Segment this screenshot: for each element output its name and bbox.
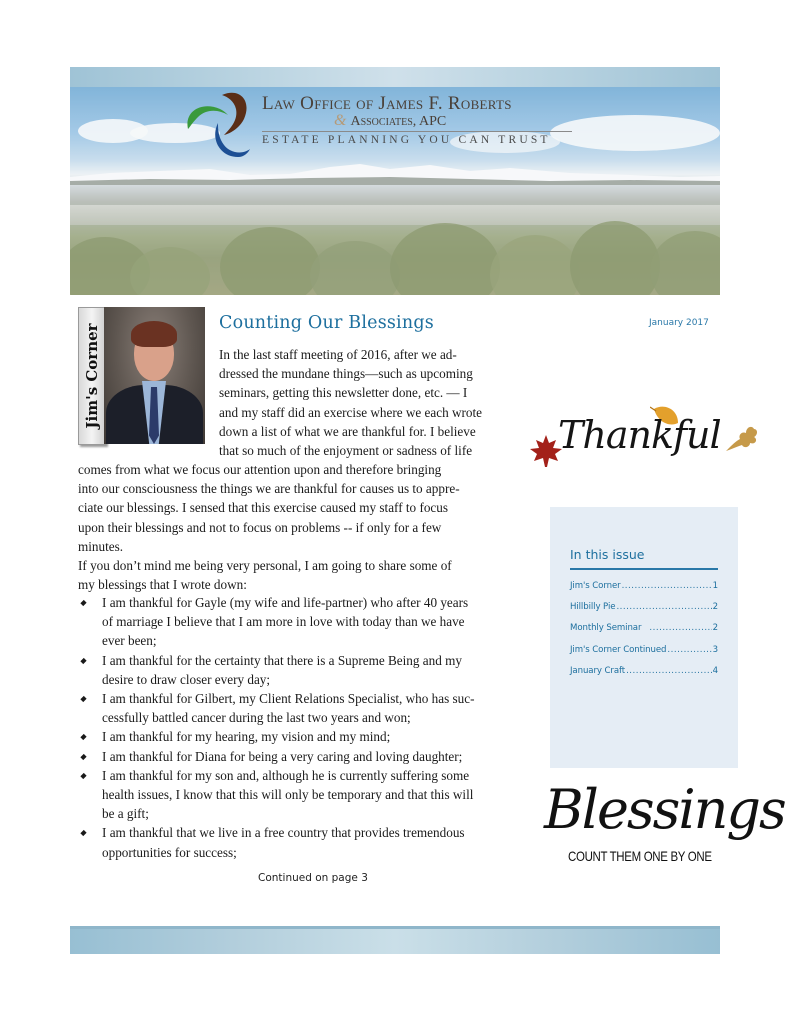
bullet-icon [80, 830, 86, 836]
blessings-graphic [540, 778, 785, 878]
text-line: minutes. [78, 538, 124, 554]
jims-corner-tab [78, 307, 106, 445]
firm-name-associates: Associates, APC [350, 114, 447, 129]
issue-date: January 2017 [649, 318, 709, 328]
list-item: I am thankful for my son and, although he is currently suffering some health issues, I know that this will only be temporary and that this will be a gift; [78, 766, 523, 824]
text-line: comes from what we focus our attention upon and therefore bringing [78, 462, 442, 477]
list-item: I am thankful for the certainty that there is a Supreme Being and my desire to draw closer every day; [78, 651, 523, 689]
text-line: If you don’t mind me being very personal, I am going to share some of [78, 558, 452, 574]
toc-item-jims-corner-continued[interactable]: Jim's Corner Continued ..... 3 [570, 645, 718, 666]
text-line: that so much of the enjoyment or sadness of life [219, 443, 473, 459]
thankful-graphic [528, 405, 763, 475]
list-item: I am thankful that we live in a free country that provides tremendous opportunities for success; [78, 823, 523, 861]
table-of-contents [570, 581, 718, 687]
list-item: I am thankful for my hearing, my vision and my mind; [78, 727, 523, 746]
jims-corner-label: Jim's Corner [83, 323, 101, 429]
toc-item-hillbilly-pie[interactable]: Hillbilly Pie ..... 2 [570, 602, 718, 623]
text-line: down a list of what we are thankful for. I believe [219, 423, 476, 439]
author-photo [104, 307, 205, 444]
sidebar-rule [570, 568, 718, 570]
bullet-icon [80, 773, 86, 779]
text-line: and my staff did an exercise where we each wrote [219, 404, 483, 420]
blessings-word: Blessings [544, 778, 785, 841]
toc-item-january-craft[interactable]: January Craft ..... 4 [570, 666, 718, 687]
thankful-word: Thankful [558, 413, 721, 457]
footer-band [70, 926, 720, 954]
text-line: into our consciousness the things we are thankful for causes us to appre- [78, 481, 460, 497]
bullet-icon [80, 734, 86, 740]
firm-name-block [262, 93, 582, 146]
text-line: dressed the mundane things—such as upcoming [219, 366, 473, 382]
text-line: seminars, getting this newsletter done, etc. — I [219, 385, 468, 401]
bullet-icon [80, 754, 86, 760]
toc-item-jims-corner[interactable]: Jim's Corner ..... 1 [570, 581, 718, 602]
in-this-issue-sidebar [550, 507, 738, 768]
text-line: upon their blessings and not to focus on problems -- if only for a few [78, 519, 442, 535]
blessings-list [78, 593, 523, 862]
firm-tagline: ESTATE PLANNING YOU CAN TRUST [262, 134, 551, 146]
firm-name-amp: & [334, 112, 347, 129]
bullet-icon [80, 657, 86, 663]
bullet-icon [80, 696, 86, 702]
article-intro [219, 345, 519, 460]
list-item: I am thankful for Gayle (my wife and life-partner) who after 40 years of marriage I believe that I am more in love with today than we have ever been; [78, 593, 523, 651]
text-line: my blessings that I wrote down: [78, 577, 247, 593]
blessings-subtitle: COUNT THEM ONE BY ONE [568, 848, 712, 864]
list-item: I am thankful for Gilbert, my Client Relations Specialist, who has suc- cessfully battled cancer during the last two years and won; [78, 689, 523, 727]
bullet-icon [80, 600, 86, 606]
oak-leaf-icon [724, 421, 760, 455]
text-line: ciate our blessings. I sensed that this exercise caused my staff to focus [78, 500, 449, 516]
article-body [78, 460, 523, 594]
firm-name-rule [262, 131, 572, 132]
article-title: Counting Our Blessings [219, 313, 434, 333]
firm-logo-icon [180, 87, 260, 163]
continued-note: Continued on page 3 [258, 872, 368, 884]
header-banner [70, 87, 720, 295]
text-line: In the last staff meeting of 2016, after we ad- [219, 347, 457, 362]
firm-name-line1: Law Office of James F. Roberts [262, 93, 512, 114]
header-top-band [70, 67, 720, 87]
list-item: I am thankful for Diana for being a very caring and loving daughter; [78, 747, 523, 766]
toc-item-monthly-seminar[interactable]: Monthly Seminar ..... 2 [570, 623, 718, 644]
sidebar-title: In this issue [570, 547, 645, 562]
